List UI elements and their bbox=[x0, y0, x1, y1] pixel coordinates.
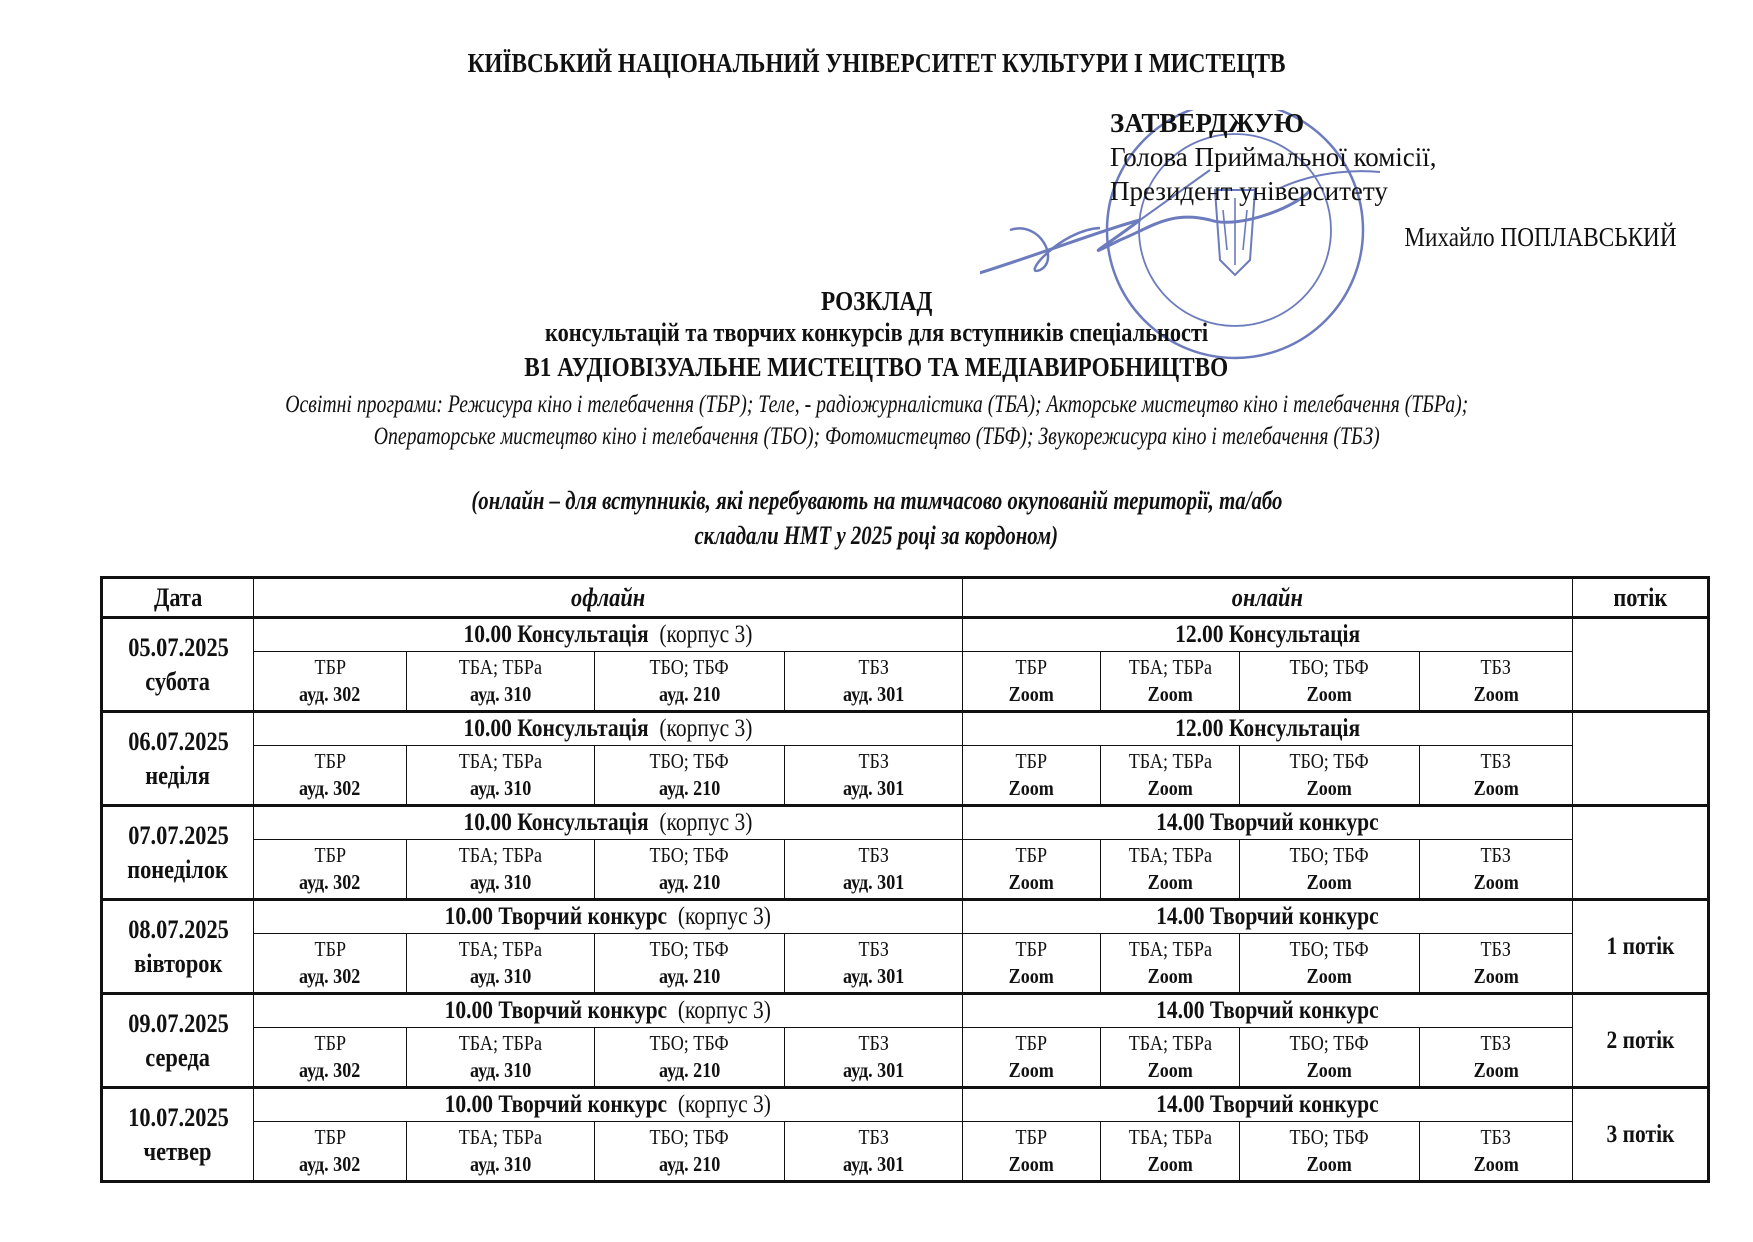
table-row bbox=[102, 618, 1709, 652]
group-programs: ТБО; ТБФ bbox=[649, 749, 730, 773]
group-programs: ТБО; ТБФ bbox=[1289, 749, 1370, 773]
offline-location: (корпус 3) bbox=[659, 621, 753, 648]
online-event-cell bbox=[963, 712, 1573, 746]
date-cell bbox=[102, 618, 254, 712]
online-group-cell bbox=[963, 840, 1101, 900]
online-group-cell bbox=[1240, 652, 1420, 712]
offline-group-cell bbox=[785, 934, 963, 994]
stream-cell bbox=[1573, 712, 1709, 806]
offline-event-cell bbox=[254, 806, 963, 840]
group-programs: ТБЗ bbox=[858, 749, 889, 773]
date-cell bbox=[102, 1088, 254, 1182]
online-note-line-1: (онлайн – для вступників, які перебувають на тимчасово окупованій території, та/або bbox=[470, 486, 1282, 515]
stream-cell bbox=[1573, 806, 1709, 900]
group-room: ауд. 310 bbox=[469, 776, 532, 800]
group-room: ауд. 210 bbox=[658, 1058, 721, 1082]
group-programs: ТБР bbox=[314, 749, 346, 773]
group-room: ауд. 310 bbox=[469, 1152, 532, 1176]
group-room: ауд. 310 bbox=[469, 1058, 532, 1082]
group-programs: ТБР bbox=[314, 843, 346, 867]
group-programs: ТБЗ bbox=[858, 937, 889, 961]
group-room: ауд. 301 bbox=[842, 682, 905, 706]
date: 09.07.2025 bbox=[127, 1008, 229, 1038]
group-platform: Zoom bbox=[1473, 964, 1519, 988]
date: 06.07.2025 bbox=[127, 726, 229, 756]
offline-event: 10.00 Консультація bbox=[463, 621, 649, 648]
programs-line-1: Освітні програми: Режисура кіно і телебачення (ТБР); Теле, - радіожурналістика (ТБА); Акторське мистецтво кіно і телебачення (ТБРа); bbox=[284, 391, 1468, 418]
table-header-row bbox=[102, 578, 1709, 618]
stream-label: 3 потік bbox=[1606, 1120, 1675, 1148]
weekday: понеділок bbox=[127, 854, 229, 884]
offline-event-cell bbox=[254, 900, 963, 934]
group-platform: Zoom bbox=[1147, 870, 1193, 894]
date-cell bbox=[102, 806, 254, 900]
offline-group-cell bbox=[254, 840, 407, 900]
online-event-cell bbox=[963, 618, 1573, 652]
group-programs: ТБЗ bbox=[858, 655, 889, 679]
online-event: 14.00 Творчий конкурс bbox=[1156, 809, 1379, 836]
date: 05.07.2025 bbox=[127, 632, 229, 662]
offline-group-cell bbox=[254, 1028, 407, 1088]
date: 10.07.2025 bbox=[127, 1102, 229, 1132]
group-programs: ТБЗ bbox=[858, 1125, 889, 1149]
offline-group-cell bbox=[785, 840, 963, 900]
group-programs: ТБА; ТБРа bbox=[458, 1031, 543, 1055]
group-programs: ТБА; ТБРа bbox=[458, 1125, 543, 1149]
offline-location: (корпус 3) bbox=[678, 1091, 772, 1118]
offline-event: 10.00 Консультація bbox=[463, 809, 649, 836]
weekday: неділя bbox=[145, 760, 211, 790]
group-programs: ТБА; ТБРа bbox=[1128, 1031, 1212, 1055]
offline-group-cell bbox=[595, 840, 785, 900]
date: 08.07.2025 bbox=[127, 914, 229, 944]
group-programs: ТБО; ТБФ bbox=[1289, 1031, 1370, 1055]
offline-group-cell bbox=[407, 746, 595, 806]
online-event: 12.00 Консультація bbox=[1175, 621, 1361, 648]
group-programs: ТБЗ bbox=[1480, 1125, 1512, 1149]
group-platform: Zoom bbox=[1008, 870, 1055, 894]
group-platform: Zoom bbox=[1473, 682, 1519, 706]
group-programs: ТБЗ bbox=[1480, 843, 1512, 867]
online-event: 14.00 Творчий конкурс bbox=[1156, 1091, 1379, 1118]
group-programs: ТБР bbox=[314, 1125, 346, 1149]
weekday: субота bbox=[145, 666, 211, 696]
offline-group-cell bbox=[407, 1122, 595, 1182]
offline-event-cell bbox=[254, 1088, 963, 1122]
group-room: ауд. 302 bbox=[299, 776, 361, 800]
online-group-cell bbox=[1101, 1028, 1240, 1088]
group-platform: Zoom bbox=[1306, 1152, 1353, 1176]
group-room: ауд. 310 bbox=[469, 870, 532, 894]
table-subrow bbox=[102, 1028, 1709, 1088]
online-group-cell bbox=[1240, 840, 1420, 900]
group-platform: Zoom bbox=[1008, 1058, 1055, 1082]
offline-event: 10.00 Творчий конкурс bbox=[444, 997, 668, 1024]
date: 07.07.2025 bbox=[127, 820, 229, 850]
table-row bbox=[102, 1088, 1709, 1122]
group-platform: Zoom bbox=[1473, 776, 1519, 800]
group-room: ауд. 302 bbox=[299, 964, 361, 988]
date-cell bbox=[102, 994, 254, 1088]
date-cell bbox=[102, 900, 254, 994]
offline-event-cell bbox=[254, 712, 963, 746]
online-group-cell bbox=[1101, 1122, 1240, 1182]
group-platform: Zoom bbox=[1306, 1058, 1353, 1082]
group-platform: Zoom bbox=[1473, 870, 1519, 894]
group-platform: Zoom bbox=[1147, 1058, 1193, 1082]
offline-event-cell bbox=[254, 994, 963, 1028]
stream-cell bbox=[1573, 1088, 1709, 1182]
group-programs: ТБА; ТБРа bbox=[1128, 1125, 1212, 1149]
online-group-cell bbox=[1101, 840, 1240, 900]
group-programs: ТБЗ bbox=[1480, 655, 1512, 679]
table-subrow bbox=[102, 652, 1709, 712]
offline-group-cell bbox=[407, 840, 595, 900]
offline-location: (корпус 3) bbox=[659, 809, 753, 836]
offline-group-cell bbox=[407, 652, 595, 712]
group-room: ауд. 310 bbox=[469, 964, 532, 988]
offline-group-cell bbox=[595, 652, 785, 712]
offline-group-cell bbox=[595, 1122, 785, 1182]
online-group-cell bbox=[1420, 1028, 1573, 1088]
specialty-name: В1 АУДІОВІЗУАЛЬНЕ МИСТЕЦТВО ТА МЕДІАВИРОБНИЦТВО bbox=[524, 352, 1229, 382]
online-event-cell bbox=[963, 806, 1573, 840]
group-room: ауд. 301 bbox=[842, 1058, 905, 1082]
group-room: ауд. 302 bbox=[299, 1152, 361, 1176]
group-room: ауд. 210 bbox=[658, 776, 721, 800]
group-programs: ТБО; ТБФ bbox=[649, 1031, 730, 1055]
stream-cell bbox=[1573, 618, 1709, 712]
weekday: четвер bbox=[144, 1136, 212, 1166]
online-group-cell bbox=[1240, 934, 1420, 994]
offline-group-cell bbox=[785, 1122, 963, 1182]
online-event: 14.00 Творчий конкурс bbox=[1156, 997, 1379, 1024]
offline-event-cell bbox=[254, 618, 963, 652]
group-platform: Zoom bbox=[1147, 1152, 1193, 1176]
offline-group-cell bbox=[595, 1028, 785, 1088]
group-platform: Zoom bbox=[1473, 1152, 1519, 1176]
offline-location: (корпус 3) bbox=[678, 903, 772, 930]
weekday: середа bbox=[145, 1042, 211, 1072]
group-programs: ТБО; ТБФ bbox=[649, 937, 730, 961]
group-programs: ТБЗ bbox=[1480, 937, 1512, 961]
header-online: онлайн bbox=[963, 578, 1573, 618]
online-group-cell bbox=[1240, 746, 1420, 806]
group-programs: ТБР bbox=[314, 1031, 346, 1055]
offline-group-cell bbox=[595, 746, 785, 806]
group-room: ауд. 302 bbox=[299, 682, 361, 706]
group-room: ауд. 302 bbox=[299, 870, 361, 894]
offline-group-cell bbox=[254, 746, 407, 806]
group-programs: ТБР bbox=[1015, 749, 1048, 773]
online-event-cell bbox=[963, 1088, 1573, 1122]
group-programs: ТБА; ТБРа bbox=[1128, 937, 1212, 961]
offline-event: 10.00 Консультація bbox=[463, 715, 649, 742]
table-subrow bbox=[102, 840, 1709, 900]
online-group-cell bbox=[1420, 840, 1573, 900]
group-room: ауд. 210 bbox=[658, 870, 721, 894]
online-group-cell bbox=[963, 934, 1101, 994]
approver-name: Михайло ПОПЛАВСЬКИЙ bbox=[1404, 222, 1677, 252]
offline-group-cell bbox=[595, 934, 785, 994]
group-programs: ТБА; ТБРа bbox=[1128, 655, 1212, 679]
university-name: КИЇВСЬКИЙ НАЦІОНАЛЬНИЙ УНІВЕРСИТЕТ КУЛЬТУРИ І МИСТЕЦТВ bbox=[467, 48, 1286, 78]
group-room: ауд. 210 bbox=[658, 682, 721, 706]
online-group-cell bbox=[1420, 746, 1573, 806]
group-platform: Zoom bbox=[1147, 682, 1193, 706]
group-programs: ТБР bbox=[1015, 1125, 1048, 1149]
group-programs: ТБА; ТБРа bbox=[458, 843, 543, 867]
group-programs: ТБР bbox=[1015, 937, 1048, 961]
online-group-cell bbox=[1101, 746, 1240, 806]
table-subrow bbox=[102, 1122, 1709, 1182]
header-stream: потік bbox=[1573, 578, 1709, 618]
online-group-cell bbox=[1101, 652, 1240, 712]
group-room: ауд. 301 bbox=[842, 1152, 905, 1176]
group-programs: ТБА; ТБРа bbox=[1128, 843, 1212, 867]
schedule-table bbox=[100, 576, 1710, 1183]
table-row bbox=[102, 900, 1709, 934]
offline-group-cell bbox=[785, 746, 963, 806]
table-subrow bbox=[102, 746, 1709, 806]
online-event-cell bbox=[963, 900, 1573, 934]
offline-event: 10.00 Творчий конкурс bbox=[444, 1091, 668, 1118]
offline-location: (корпус 3) bbox=[678, 997, 772, 1024]
group-room: ауд. 301 bbox=[842, 964, 905, 988]
online-group-cell bbox=[1101, 934, 1240, 994]
group-programs: ТБЗ bbox=[858, 843, 889, 867]
programs-line-2: Операторське мистецтво кіно і телебачення (ТБО); Фотомистецтво (ТБФ); Звукорежисура кіно і телебачення (ТБЗ) bbox=[373, 423, 1380, 450]
group-programs: ТБЗ bbox=[1480, 1031, 1512, 1055]
table-subrow bbox=[102, 934, 1709, 994]
group-room: ауд. 310 bbox=[469, 682, 532, 706]
offline-event: 10.00 Творчий конкурс bbox=[444, 903, 668, 930]
table-row bbox=[102, 712, 1709, 746]
group-programs: ТБР bbox=[314, 937, 346, 961]
group-platform: Zoom bbox=[1473, 1058, 1519, 1082]
online-event: 14.00 Творчий конкурс bbox=[1156, 903, 1379, 930]
approval-block: ЗАТВЕРДЖУЮ Голова Приймальної комісії, Президент університету bbox=[1110, 108, 1437, 206]
group-programs: ТБР bbox=[1015, 843, 1048, 867]
online-group-cell bbox=[963, 1028, 1101, 1088]
group-programs: ТБЗ bbox=[858, 1031, 889, 1055]
online-group-cell bbox=[1420, 652, 1573, 712]
stream-cell bbox=[1573, 900, 1709, 994]
online-group-cell bbox=[963, 1122, 1101, 1182]
date-cell bbox=[102, 712, 254, 806]
stream-label: 1 потік bbox=[1606, 932, 1675, 960]
group-programs: ТБО; ТБФ bbox=[1289, 937, 1370, 961]
group-room: ауд. 301 bbox=[842, 776, 905, 800]
offline-group-cell bbox=[407, 934, 595, 994]
offline-group-cell bbox=[785, 1028, 963, 1088]
group-programs: ТБЗ bbox=[1480, 749, 1512, 773]
group-room: ауд. 301 bbox=[842, 870, 905, 894]
group-programs: ТБО; ТБФ bbox=[1289, 843, 1370, 867]
group-programs: ТБР bbox=[1015, 1031, 1048, 1055]
group-platform: Zoom bbox=[1147, 964, 1193, 988]
group-programs: ТБА; ТБРа bbox=[458, 937, 543, 961]
document-subtitle: консультацій та творчих конкурсів для вступників спеціальності bbox=[544, 318, 1209, 347]
offline-group-cell bbox=[254, 652, 407, 712]
online-group-cell bbox=[1240, 1028, 1420, 1088]
table-row bbox=[102, 806, 1709, 840]
group-platform: Zoom bbox=[1008, 682, 1055, 706]
stream-cell bbox=[1573, 994, 1709, 1088]
group-programs: ТБО; ТБФ bbox=[1289, 1125, 1370, 1149]
group-platform: Zoom bbox=[1008, 776, 1055, 800]
group-platform: Zoom bbox=[1147, 776, 1193, 800]
online-group-cell bbox=[1420, 1122, 1573, 1182]
online-group-cell bbox=[963, 746, 1101, 806]
group-programs: ТБА; ТБРа bbox=[1128, 749, 1212, 773]
table-row bbox=[102, 994, 1709, 1028]
offline-location: (корпус 3) bbox=[659, 715, 753, 742]
group-programs: ТБО; ТБФ bbox=[649, 1125, 730, 1149]
offline-group-cell bbox=[785, 652, 963, 712]
group-platform: Zoom bbox=[1306, 776, 1353, 800]
group-platform: Zoom bbox=[1008, 964, 1055, 988]
group-platform: Zoom bbox=[1008, 1152, 1055, 1176]
online-group-cell bbox=[963, 652, 1101, 712]
offline-group-cell bbox=[407, 1028, 595, 1088]
group-programs: ТБА; ТБРа bbox=[458, 655, 543, 679]
document-title: РОЗКЛАД bbox=[820, 286, 933, 316]
group-programs: ТБО; ТБФ bbox=[1289, 655, 1370, 679]
header-offline: офлайн bbox=[254, 578, 963, 618]
online-note-line-2: складали НМТ у 2025 році за кордоном) bbox=[694, 521, 1059, 550]
online-group-cell bbox=[1240, 1122, 1420, 1182]
group-programs: ТБР bbox=[1015, 655, 1048, 679]
group-platform: Zoom bbox=[1306, 870, 1353, 894]
group-programs: ТБА; ТБРа bbox=[458, 749, 543, 773]
offline-group-cell bbox=[254, 934, 407, 994]
group-room: ауд. 302 bbox=[299, 1058, 361, 1082]
group-programs: ТБО; ТБФ bbox=[649, 843, 730, 867]
header-date: Дата bbox=[102, 578, 254, 618]
online-event-cell bbox=[963, 994, 1573, 1028]
group-programs: ТБО; ТБФ bbox=[649, 655, 730, 679]
group-platform: Zoom bbox=[1306, 682, 1353, 706]
group-room: ауд. 210 bbox=[658, 964, 721, 988]
stream-label: 2 потік bbox=[1606, 1026, 1675, 1054]
group-room: ауд. 210 bbox=[658, 1152, 721, 1176]
group-platform: Zoom bbox=[1306, 964, 1353, 988]
group-programs: ТБР bbox=[314, 655, 346, 679]
offline-group-cell bbox=[254, 1122, 407, 1182]
weekday: вівторок bbox=[133, 948, 223, 978]
online-group-cell bbox=[1420, 934, 1573, 994]
online-event: 12.00 Консультація bbox=[1175, 715, 1361, 742]
